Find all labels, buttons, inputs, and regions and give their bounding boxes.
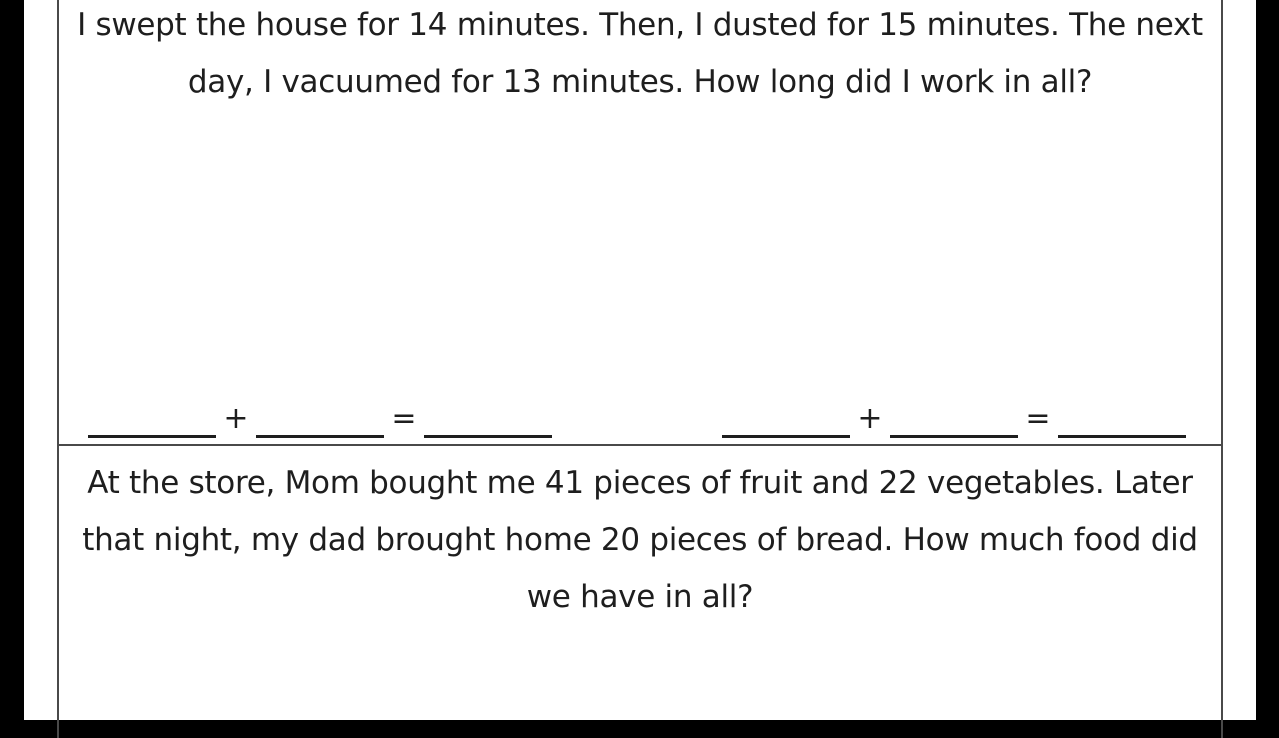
equals-sign: = — [1025, 401, 1051, 436]
answer-blank[interactable] — [722, 401, 850, 438]
equals-sign: = — [391, 401, 417, 436]
answer-blank[interactable] — [890, 401, 1018, 438]
plus-sign: + — [857, 401, 883, 436]
section-divider — [57, 444, 1223, 446]
word-problem-1: I swept the house for 14 minutes. Then, I dusted for 15 minutes. The next day, I vacuumed for 13 minutes. How long did I work in all? — [77, 7, 1203, 100]
answer-blank[interactable] — [88, 401, 216, 438]
answer-blank[interactable] — [424, 401, 552, 438]
word-problem-2: At the store, Mom bought me 41 pieces of fruit and 22 vegetables. Later that night, my dad brought home 20 pieces of bread. How much food did we have in all? — [82, 465, 1198, 615]
plus-sign: + — [223, 401, 249, 436]
equation-right — [722, 398, 1186, 438]
equation-left — [88, 398, 552, 438]
answer-blank[interactable] — [256, 401, 384, 438]
answer-blank[interactable] — [1058, 401, 1186, 438]
